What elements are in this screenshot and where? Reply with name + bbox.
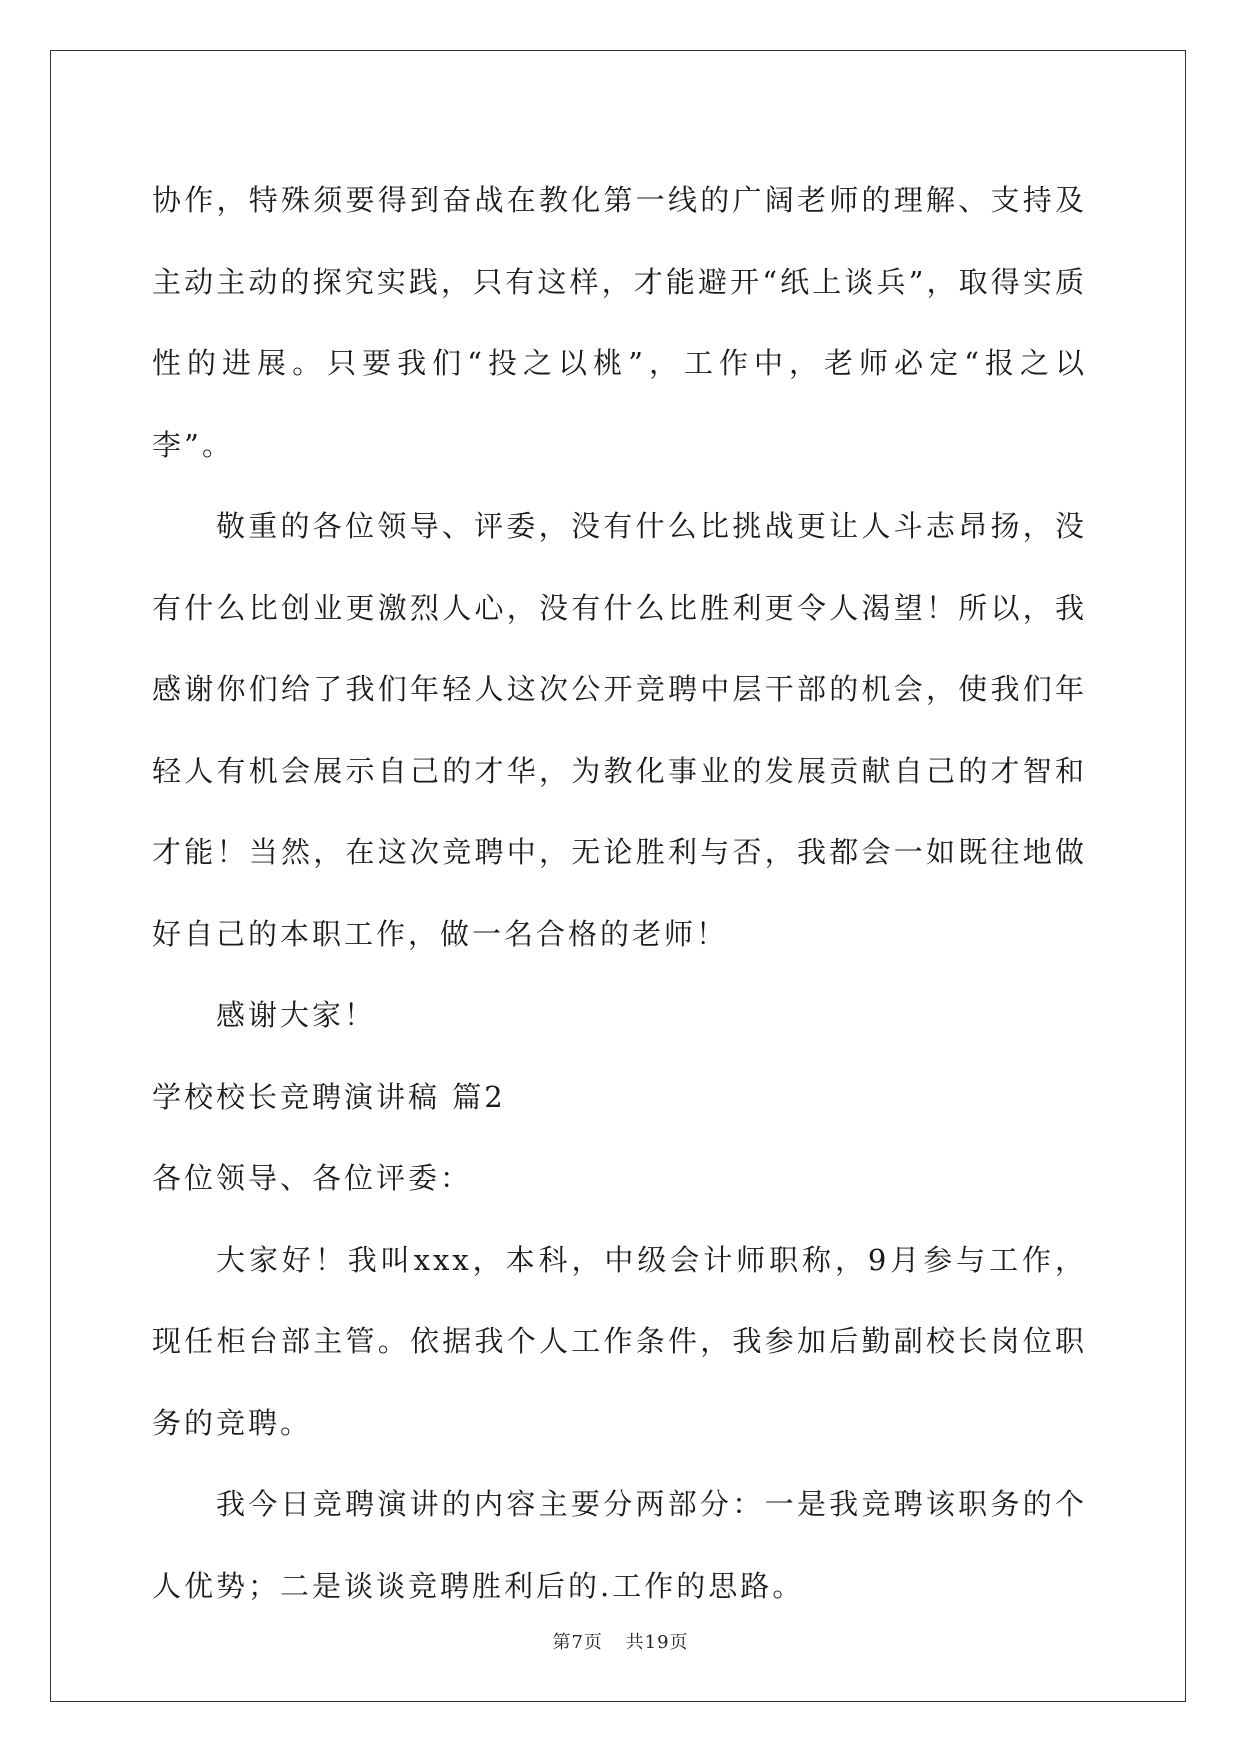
- document-body: [152, 160, 1087, 1627]
- section-heading: 学校校长竞聘演讲稿 篇2: [152, 1079, 506, 1114]
- salutation: 各位领导、各位评委：: [152, 1161, 473, 1195]
- page-total: 共19页: [625, 1632, 689, 1653]
- paragraph-thanks: 感谢大家！: [216, 998, 377, 1032]
- paragraph-outline: 我今日竞聘演讲的内容主要分两部分：一是我竞聘该职务的个人优势；二是谈谈竞聘胜利后的.工作的思路。: [152, 1487, 1087, 1603]
- paragraph-closing-remarks: 敬重的各位领导、评委，没有什么比挑战更让人斗志昂扬，没有什么比创业更激烈人心，没有什么比胜利更令人渴望！所以，我感谢你们给了我们年轻人这次公开竞聘中层干部的机会，使我们年轻人有机会展示自己的才华，为教化事业的发展贡献自己的才智和才能！当然，在这次竞聘中，无论胜利与否，我都会一如既往地做好自己的本职工作，做一名合格的老师！: [152, 509, 1087, 951]
- paragraph-continuation: 协作，特殊须要得到奋战在教化第一线的广阔老师的理解、支持及主动主动的探究实践，只有这样，才能避开“纸上谈兵”，取得实质性的进展。只要我们“投之以桃”，工作中，老师必定“报之以李”。: [152, 183, 1087, 462]
- page-number: 第7页: [552, 1632, 603, 1653]
- paragraph-introduction: 大家好！我叫xxx，本科，中级会计师职称，9月参与工作，现任柜台部主管。依据我个人工作条件，我参加后勤副校长岗位职务的竞聘。: [152, 1242, 1087, 1440]
- page-footer: [0, 1628, 1241, 1654]
